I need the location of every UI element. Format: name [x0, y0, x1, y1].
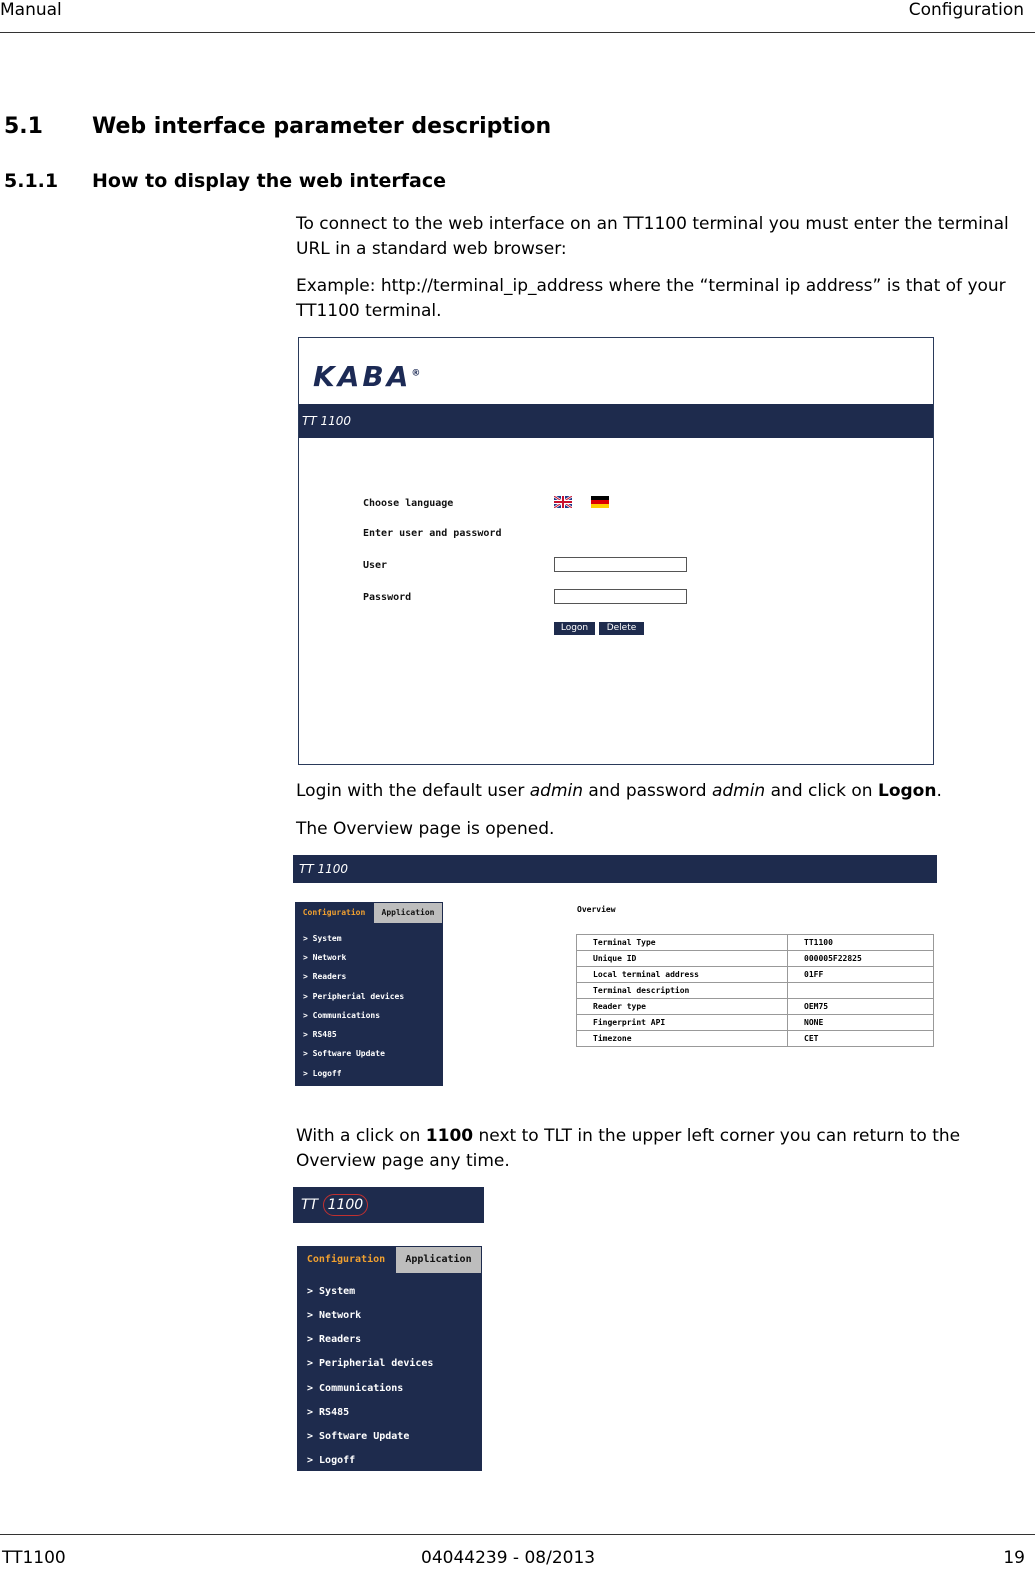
menu-item-software-update[interactable]: > Software Update — [303, 1049, 385, 1058]
enter-user-password-label: Enter user and password — [363, 528, 502, 539]
menu-item-readers[interactable]: > Readers — [307, 1334, 362, 1345]
password-input[interactable] — [554, 589, 687, 604]
menu-item-communications[interactable]: > Communications — [303, 1011, 381, 1020]
footer-left: TT1100 — [2, 1548, 66, 1568]
password-label: Password — [363, 592, 412, 603]
menu-item-communications[interactable]: > Communications — [307, 1383, 404, 1394]
delete-button[interactable]: Delete — [599, 622, 644, 635]
table-row: Timezone CET — [577, 1031, 934, 1047]
subsection-heading — [4, 170, 446, 192]
footer-center: 04044239 - 08/2013 — [421, 1548, 596, 1568]
login-paragraph: Login with the default user admin and password admin and click on Logon. — [296, 781, 942, 801]
overview-paragraph: The Overview page is opened. — [296, 819, 555, 839]
menu-item-logoff[interactable]: > Logoff — [307, 1455, 356, 1466]
section-title: Web interface parameter description — [92, 114, 552, 139]
menu-item-rs485[interactable]: > RS485 — [303, 1030, 337, 1039]
header-right: Configuration — [908, 0, 1024, 20]
example-paragraph: Example: http://terminal_ip_address where the “terminal ip address” is that of your TT1100 terminal. — [296, 276, 1006, 321]
menu-item-system[interactable]: > System — [307, 1286, 356, 1297]
overview-table — [576, 934, 934, 1047]
table-row: Unique ID 000005F22825 — [577, 951, 934, 967]
footer-rule — [0, 1534, 1035, 1535]
menu-item-network[interactable]: > Network — [303, 953, 347, 962]
tab-application[interactable]: Application — [396, 1247, 481, 1273]
menu-item-system[interactable]: > System — [303, 934, 342, 943]
config-menu-panel — [297, 1246, 482, 1471]
german-flag-icon[interactable] — [591, 496, 609, 508]
login-screenshot — [298, 337, 934, 765]
menu-item-peripherial-devices[interactable]: > Peripherial devices — [303, 992, 405, 1001]
user-input[interactable] — [554, 557, 687, 572]
tab-configuration[interactable]: Configuration — [295, 902, 373, 923]
return-paragraph: With a click on 1100 next to TLT in the upper left corner you can return to the Overview page any time. — [296, 1126, 961, 1171]
section-heading — [4, 114, 551, 139]
login-title-bar: TT 1100 — [299, 404, 933, 438]
menu-item-logoff[interactable]: > Logoff — [303, 1069, 342, 1078]
menu-title-bar: TT 1100 — [293, 1187, 484, 1223]
subsection-title: How to display the web interface — [92, 170, 447, 192]
table-row: Terminal Type TT1100 — [577, 935, 934, 951]
tt-1100-home-link[interactable]: 1100 — [323, 1194, 369, 1216]
table-row: Fingerprint API NONE — [577, 1015, 934, 1031]
table-row: Terminal description — [577, 983, 934, 999]
table-row: Reader type OEM75 — [577, 999, 934, 1015]
choose-language-label: Choose language — [363, 498, 454, 509]
logon-button[interactable]: Logon — [554, 622, 595, 635]
menu-item-peripherial-devices[interactable]: > Peripherial devices — [307, 1358, 434, 1369]
user-label: User — [363, 560, 388, 571]
section-number: 5.1 — [4, 114, 43, 139]
page-number: 19 — [1003, 1548, 1025, 1568]
tab-configuration[interactable]: Configuration — [297, 1246, 395, 1273]
overview-title: Overview — [577, 905, 616, 914]
menu-item-readers[interactable]: > Readers — [303, 972, 347, 981]
menu-item-rs485[interactable]: > RS485 — [307, 1407, 350, 1418]
overview-title-bar[interactable]: TT 1100 — [293, 855, 937, 883]
table-row: Local terminal address 01FF — [577, 967, 934, 983]
kaba-logo: KABA® — [313, 360, 421, 393]
tab-application[interactable]: Application — [374, 903, 442, 923]
overview-menu-panel — [295, 902, 443, 1086]
uk-flag-icon[interactable] — [554, 496, 572, 508]
subsection-number: 5.1.1 — [4, 170, 59, 192]
menu-item-software-update[interactable]: > Software Update — [307, 1431, 410, 1442]
header-rule — [0, 32, 1035, 33]
intro-paragraph: To connect to the web interface on an TT1100 terminal you must enter the terminal URL in a standard web browser: — [296, 214, 1009, 259]
menu-item-network[interactable]: > Network — [307, 1310, 362, 1321]
header-left: Manual — [0, 0, 62, 20]
